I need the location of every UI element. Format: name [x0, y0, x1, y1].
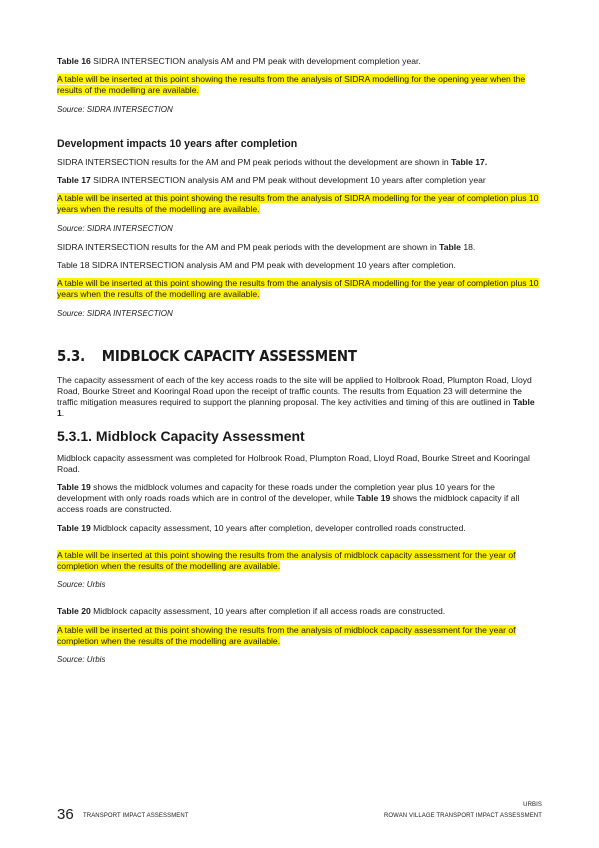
table-18-caption: Table 18 SIDRA INTERSECTION analysis AM and PM peak with development 10 years after completion. [57, 260, 456, 271]
table-20-source: Source: Urbis [57, 655, 106, 665]
document-page [57, 56, 541, 673]
dev10-intro: SIDRA INTERSECTION results for the AM and PM peak periods without the development are shown in Table 17. [57, 156, 488, 167]
dev10-with-intro: SIDRA INTERSECTION results for the AM and PM peak periods with the development are shown in Table 18. [57, 241, 476, 252]
footer-right [384, 800, 542, 822]
footer-left-text: TRANSPORT IMPACT ASSESSMENT [83, 813, 189, 819]
dev10-heading: Development impacts 10 years after completion [57, 137, 298, 150]
page-number: 36 [57, 806, 74, 823]
section-5-3-heading [57, 347, 473, 365]
table-16-placeholder: A table will be inserted at this point showing the results from the analysis of SIDRA modelling for the opening year when the results of the modelling are available. [57, 74, 526, 96]
table-19-caption: Table 19 Midblock capacity assessment, 10 years after completion, developer controlled roads constructed. [57, 522, 466, 533]
table-18-placeholder: A table will be inserted at this point showing the results from the analysis of SIDRA modelling for the year of completion plus 10 years when the results of the modelling are available. [57, 278, 539, 300]
section-5-3-1-p1: Midblock capacity assessment was completed for Holbrook Road, Plumpton Road, Lloyd Road, Bourke Street and Kooringal Road. [57, 452, 530, 474]
footer-report-title: ROWAN VILLAGE TRANSPORT IMPACT ASSESSMENT [383, 813, 542, 819]
table-17-caption: Table 17 SIDRA INTERSECTION analysis AM and PM peak without development 10 years after completion year [57, 175, 486, 186]
table-17-source: Source: SIDRA INTERSECTION [57, 223, 173, 233]
table-19-placeholder: A table will be inserted at this point showing the results from the analysis of midblock capacity assessment for the year of completion when the results of the modelling are available. [57, 549, 516, 572]
section-5-3-body: The capacity assessment of each of the key access roads to the site will be applied to Holbrook Road, Plumpton Road, Lloyd Road, Bourke Street and Kooringal Road upon the receipt of traffic counts. The results from Equation 23 will determine the traffic mitigation measures required to support the planning proposal. The key activities and timing of this are outlined in Table 1. [57, 374, 535, 419]
footer-company: URBIS [523, 802, 542, 808]
table-20-placeholder: A table will be inserted at this point showing the results from the analysis of midblock capacity assessment for the year of completion when the results of the modelling are available. [57, 624, 516, 646]
table-16-caption: Table 16 SIDRA INTERSECTION analysis AM and PM peak with development completion year. [57, 56, 421, 66]
table-17-placeholder: A table will be inserted at this point showing the results from the analysis of SIDRA modelling for the year of completion plus 10 years when the results of the modelling are available. [57, 193, 539, 215]
section-5-3-1-heading: 5.3.1. Midblock Capacity Assessment [57, 427, 305, 444]
section-5-3-title: MIDBLOCK CAPACITY ASSESSMENT [101, 346, 357, 365]
table-19-source: Source: Urbis [57, 580, 106, 590]
table-16-source: Source: SIDRA INTERSECTION [57, 104, 173, 114]
section-5-3-1-p2: Table 19 shows the midblock volumes and capacity for these roads under the completion year plus 10 years for the development with only roads roads which are in control of the developer, while Table 19 shows the midblock capacity if all access roads are constructed. [57, 482, 520, 515]
table-20-caption: Table 20 Midblock capacity assessment, 10 years after completion if all access roads are constructed. [57, 606, 446, 617]
table-18-source: Source: SIDRA INTERSECTION [57, 308, 173, 318]
section-5-3-number: 5.3. [57, 346, 85, 365]
